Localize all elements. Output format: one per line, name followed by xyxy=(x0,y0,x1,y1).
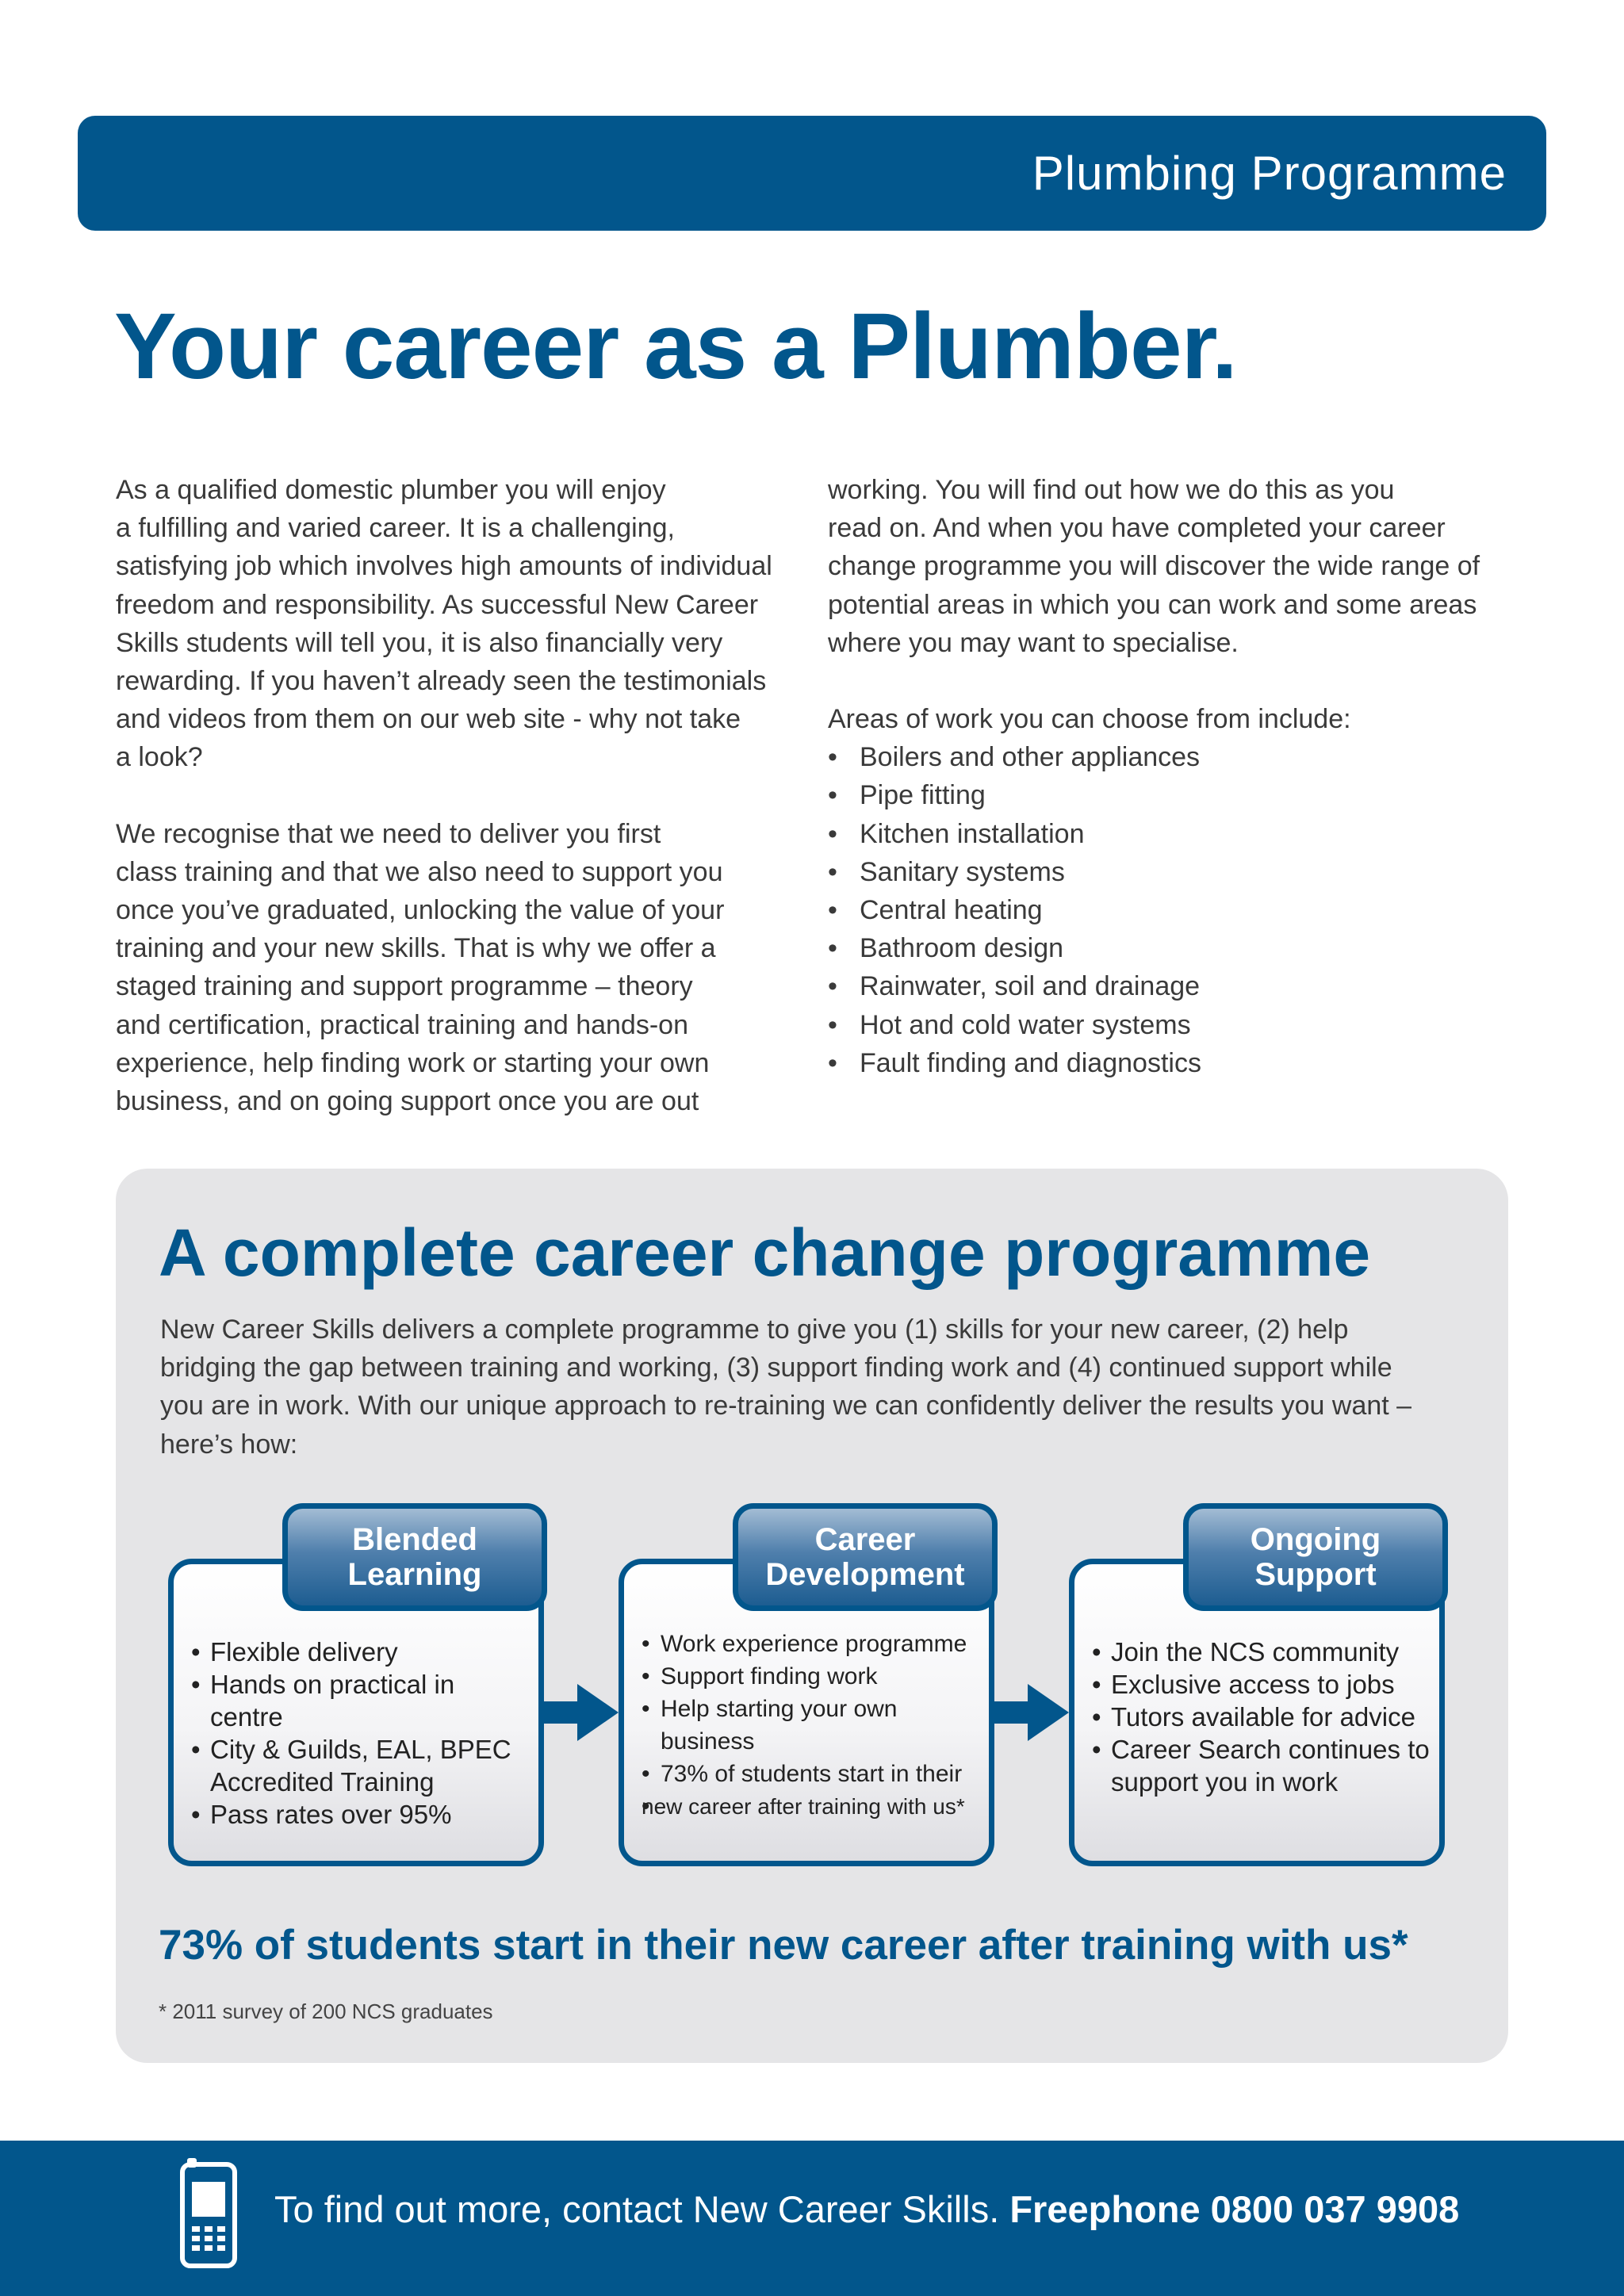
list-item: • Pass rates over 95% xyxy=(191,1798,532,1831)
list-item: • Boilers and other appliances xyxy=(828,738,1526,776)
list-item: • Exclusive access to jobs xyxy=(1092,1668,1433,1701)
list-item: • Fault finding and diagnostics xyxy=(828,1044,1526,1082)
list-item: • Pipe fitting xyxy=(828,776,1526,814)
list-item: • Career Search continues to support you in work xyxy=(1092,1733,1433,1798)
list-item: • Sanitary systems xyxy=(828,853,1526,891)
list-item: • City & Guilds, EAL, BPEC Accredited Training xyxy=(191,1733,532,1798)
list-item: • Join the NCS community xyxy=(1092,1636,1433,1668)
card-tab-career-development: Career Development xyxy=(733,1503,998,1611)
footer-contact xyxy=(274,2182,1459,2237)
card-list xyxy=(642,1628,982,1823)
intro-paragraph-1: As a qualified domestic plumber you will enjoy a fulfilling and varied career. It is a challenging, satisfying job which involves high amounts of individual freedom and responsibility. As successful New Career Skills students will tell you, it is also financially very rewarding. If you haven’t already seen the testimonials and videos from them on our web site - why not take a look? xyxy=(116,475,772,773)
list-item: • Flexible delivery xyxy=(191,1636,532,1668)
programme-intro: New Career Skills delivers a complete programme to give you (1) skills for your new career, (2) help bridging the gap between training and working, (3) support finding work and (4) continued support while you are in work. With our unique approach to re-training we can confidently deliver the results you want – here’s how: xyxy=(160,1314,1412,1460)
intro-left-column xyxy=(116,471,814,1120)
mobile-phone-icon xyxy=(179,2158,238,2269)
intro-paragraph-2: We recognise that we need to deliver you first class training and that we also need to support you once you’ve graduated, unlocking the value of your training and your new skills. That is why we offer a staged training and support programme – theory and certification, practical training and hands-on experience, help finding work or starting your own business, and on going support once you are out xyxy=(116,818,725,1117)
page-title: Your career as a Plumber. xyxy=(114,294,1237,399)
areas-heading: Areas of work you can choose from include: xyxy=(828,704,1351,735)
list-item: • Bathroom design xyxy=(828,929,1526,967)
freephone-number[interactable]: Freephone 0800 037 9908 xyxy=(1009,2188,1460,2230)
card-tab-ongoing-support: Ongoing Support xyxy=(1183,1503,1448,1611)
card-tab-blended-learning: Blended Learning xyxy=(282,1503,547,1611)
arrow-right-icon xyxy=(542,1684,622,1741)
list-item: • Support finding work xyxy=(642,1660,982,1693)
card-list xyxy=(191,1636,532,1831)
list-item: • Central heating xyxy=(828,891,1526,929)
programme-title-heading: A complete career change programme xyxy=(159,1215,1371,1290)
programme-title: Plumbing Programme xyxy=(1032,147,1507,200)
success-stat: 73% of students start in their new career after training with us* xyxy=(159,1922,1408,1969)
card-list xyxy=(1092,1636,1433,1798)
list-item: • Kitchen installation xyxy=(828,815,1526,853)
header-bar xyxy=(78,116,1546,231)
list-item: • Hands on practical in centre xyxy=(191,1668,532,1733)
list-item-continuation: • new career after training with us* xyxy=(642,1790,982,1823)
intro-right-column xyxy=(828,471,1526,1082)
list-item: • Tutors available for advice xyxy=(1092,1701,1433,1733)
footnote: * 2011 survey of 200 NCS graduates xyxy=(159,1999,493,2023)
list-item: • Work experience programme xyxy=(642,1628,982,1660)
list-item: • Hot and cold water systems xyxy=(828,1006,1526,1044)
list-item: • Help starting your own business xyxy=(642,1693,982,1758)
areas-list xyxy=(828,738,1526,1082)
intro-paragraph-3: working. You will find out how we do this as you read on. And when you have completed your career change programme you will discover the wide range of potential areas in which you can work and some areas where you may want to specialise. xyxy=(828,475,1480,658)
list-item: • Rainwater, soil and drainage xyxy=(828,967,1526,1005)
list-item: • 73% of students start in their xyxy=(642,1758,982,1790)
arrow-right-icon xyxy=(993,1684,1072,1741)
footer-text: To find out more, contact New Career Skills. xyxy=(274,2188,1000,2230)
